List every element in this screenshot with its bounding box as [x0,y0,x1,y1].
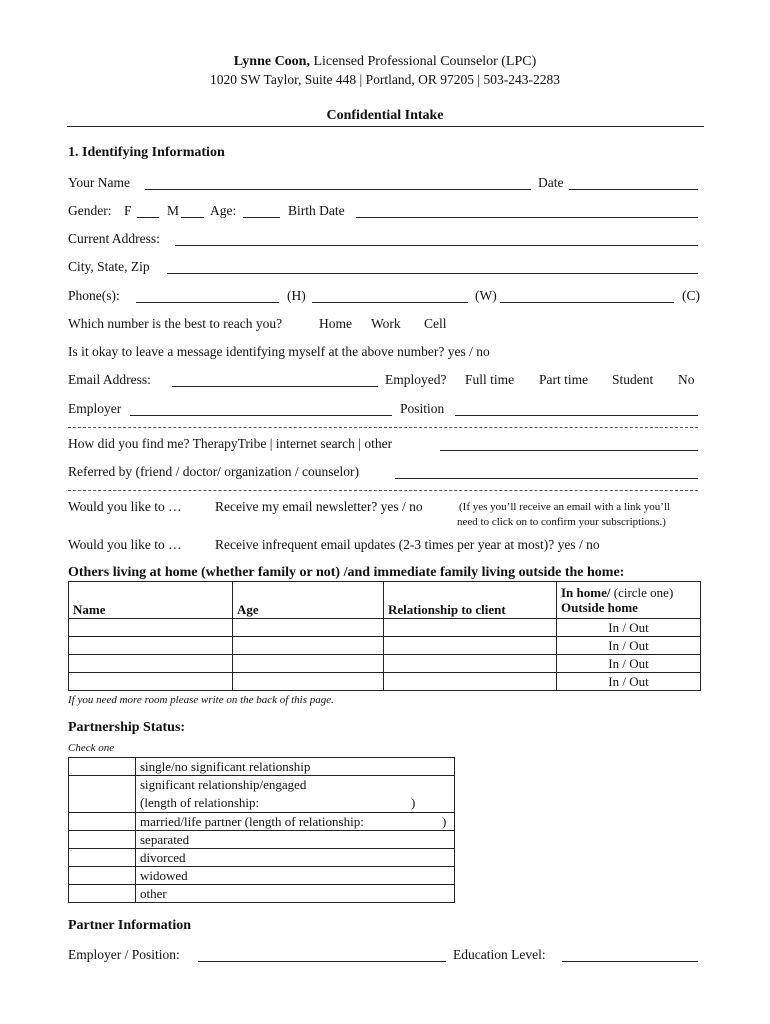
table-row[interactable] [69,776,455,813]
table-row[interactable] [69,673,701,691]
option-label: widowed [136,867,455,885]
practitioner-address: 1020 SW Taylor, Suite 448 | Portland, OR 97205 | 503-243-2283 [210,72,560,87]
updates-question[interactable]: Receive infrequent email updates (2-3 times per year at most)? yes / no [215,537,600,552]
table-row[interactable] [69,867,455,885]
find-me-question[interactable]: How did you find me? TherapyTribe | internet search | other [68,436,393,451]
find-me-other-field[interactable] [440,450,698,451]
phones-label: Phone(s): [68,288,120,303]
section-divider [68,490,698,491]
your-name-label: Your Name [68,175,131,190]
best-number-question: Which number is the best to reach you? [68,316,283,331]
in-out-option[interactable]: In / Out [557,637,701,655]
would-like-label: Would you like to … [68,537,182,552]
current-address-label: Current Address: [68,231,160,246]
partner-education-field[interactable] [562,961,698,962]
email-label: Email Address: [68,372,151,387]
table-row[interactable] [69,813,455,831]
employer-label: Employer [68,401,122,416]
date-field[interactable] [569,189,698,190]
check-cell[interactable] [69,758,136,776]
phone-home-field[interactable] [136,302,279,303]
check-cell[interactable] [69,885,136,903]
would-like-label: Would you like to … [68,499,182,514]
table-row[interactable] [69,637,701,655]
table-row[interactable] [69,655,701,673]
table-row[interactable] [69,831,455,849]
check-cell[interactable] [69,867,136,885]
table-row[interactable] [69,758,455,776]
check-cell[interactable] [69,776,136,813]
check-cell[interactable] [69,831,136,849]
option-label: significant relationship/engaged (length of relationship: ) [136,776,455,813]
practitioner-credentials: Licensed Professional Counselor (LPC) [313,54,537,69]
referred-by-label: Referred by (friend / doctor/ organization / counselor) [68,464,360,479]
section-divider [68,427,698,428]
col-relationship-header: Relationship to client [384,582,557,619]
employed-part-time[interactable]: Part time [539,372,589,387]
option-label: separated [136,831,455,849]
employed-no[interactable]: No [678,372,695,387]
option-label: married/life partner (length of relationship: ) [136,813,455,831]
partner-employer-field[interactable] [198,961,446,962]
table-row[interactable] [69,849,455,867]
col-name-header: Name [69,582,233,619]
position-label: Position [400,401,445,416]
partner-education-label: Education Level: [453,947,546,962]
city-state-zip-field[interactable] [167,273,698,274]
phone-work-field[interactable] [312,302,468,303]
practitioner-header [0,54,770,70]
gender-m-field[interactable] [181,217,204,218]
practitioner-name: Lynne Coon, [233,54,310,69]
gender-f-label: F [124,203,132,218]
phone-home-label: (H) [287,288,306,303]
email-field[interactable] [172,386,378,387]
gender-f-field[interactable] [137,217,159,218]
title-divider [67,126,704,127]
newsletter-note: (If yes you’ll receive an email with a link you’ll [459,501,671,513]
partnership-title: Partnership Status: [68,720,186,735]
date-label: Date [538,175,564,190]
employed-student[interactable]: Student [612,372,654,387]
employed-label: Employed? [385,372,447,387]
col-age-header: Age [233,582,384,619]
household-table [68,581,701,691]
option-label: single/no significant relationship [136,758,455,776]
option-label: other [136,885,455,903]
current-address-field[interactable] [175,245,698,246]
city-state-zip-label: City, State, Zip [68,259,150,274]
col-inhome-header: In home/ (circle one) Outside home [557,582,701,619]
newsletter-question[interactable]: Receive my email newsletter? yes / no [215,499,423,514]
best-number-cell[interactable]: Cell [424,316,447,331]
option-label: divorced [136,849,455,867]
phone-cell-field[interactable] [500,302,674,303]
age-field[interactable] [243,217,280,218]
referred-by-field[interactable] [395,478,698,479]
employer-field[interactable] [130,415,392,416]
birth-date-field[interactable] [356,217,698,218]
household-title: Others living at home (whether family or not) /and immediate family living outside the home: [68,565,625,580]
employed-full-time[interactable]: Full time [465,372,515,387]
household-note: If you need more room please write on the back of this page. [68,694,334,706]
phone-cell-label: (C) [682,288,700,303]
table-row[interactable] [69,619,701,637]
best-number-home[interactable]: Home [319,316,352,331]
table-row[interactable] [69,885,455,903]
check-one-label: Check one [68,742,115,754]
table-header-row [69,582,701,619]
in-out-option[interactable]: In / Out [557,619,701,637]
gender-label: Gender: [68,203,112,218]
best-number-work[interactable]: Work [371,316,401,331]
partner-employer-label: Employer / Position: [68,947,180,962]
age-label: Age: [210,203,237,218]
your-name-field[interactable] [145,189,531,190]
birth-date-label: Birth Date [288,203,345,218]
phone-work-label: (W) [475,288,497,303]
check-cell[interactable] [69,849,136,867]
gender-m-label: M [167,203,180,218]
form-title: Confidential Intake [326,108,444,123]
in-out-option[interactable]: In / Out [557,673,701,691]
section-identifying-title: 1. Identifying Information [68,145,225,160]
partnership-table [68,757,455,903]
newsletter-note: need to click on to confirm your subscriptions.) [457,516,666,528]
leave-message-question[interactable]: Is it okay to leave a message identifying myself at the above number? yes / no [68,344,490,359]
position-field[interactable] [455,415,698,416]
check-cell[interactable] [69,813,136,831]
in-out-option[interactable]: In / Out [557,655,701,673]
partner-info-title: Partner Information [68,918,191,933]
